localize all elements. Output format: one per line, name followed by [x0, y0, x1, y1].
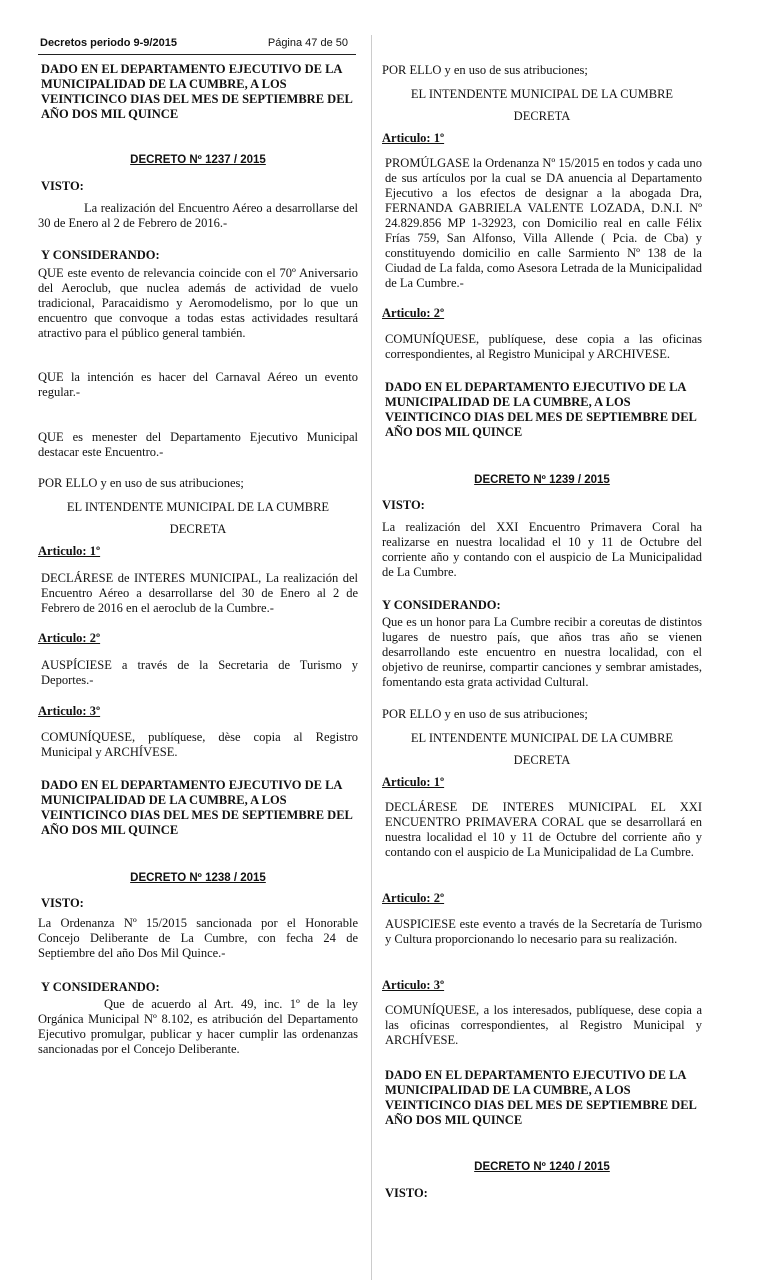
decreta-heading: DECRETA	[513, 753, 571, 767]
por-ello-text: POR ELLO y en uso de sus atribuciones;	[38, 476, 244, 490]
por-ello-text: POR ELLO y en uso de sus atribuciones;	[382, 63, 588, 77]
header-title: Decretos periodo 9-9/2015	[40, 37, 177, 49]
dado-block: DADO EN EL DEPARTAMENTO EJECUTIVO DE LA MUNICIPALIDAD DE LA CUMBRE, A LOS VEINTICINCO DIAS DEL MES DE SEPTIEMBRE DEL AÑO DOS MIL QUINCE	[41, 62, 353, 121]
left-column	[38, 0, 358, 1280]
intendente-heading: EL INTENDENTE MUNICIPAL DE LA CUMBRE	[66, 500, 330, 514]
article-text: COMUNÍQUESE, a los interesados, publíquese, dese copia a las oficinas correspondientes, al Registro Municipal y ARCHÍVESE.	[385, 1003, 702, 1047]
considerando-heading: Y CONSIDERANDO:	[41, 248, 160, 262]
considerando-heading: Y CONSIDERANDO:	[41, 980, 160, 994]
decreta-heading: DECRETA	[513, 109, 571, 123]
considerando-paragraph: QUE la intención es hacer del Carnaval Aéreo un evento regular.-	[38, 370, 358, 399]
article-text: AUSPÍCIESE a través de la Secretaria de Turismo y Deportes.-	[41, 658, 358, 687]
article-text: AUSPICIESE este evento a través de la Secretaría de Turismo y Cultura proporcionando lo necesario para su realización.	[385, 917, 702, 946]
article-heading: Articulo: 2º	[382, 306, 445, 320]
article-text: DECLÁRESE de INTERES MUNICIPAL, La realización del Encuentro Aéreo a desarrollarse del 30 de Enero al 2 de Febrero de 2016 en el aeroclub de la Cumbre.-	[41, 571, 358, 615]
visto-text: La realización del Encuentro Aéreo a desarrollarse del 30 de Enero al 2 de Febrero de 2016.-	[38, 201, 358, 230]
article-heading: Articulo: 3º	[382, 978, 445, 992]
article-heading: Articulo: 3º	[38, 704, 101, 718]
header-page-number: Página 47 de 50	[267, 37, 348, 49]
article-text: COMUNÍQUESE, publíquese, dèse copia al Registro Municipal y ARCHÍVESE.	[41, 730, 358, 759]
article-text: COMUNÍQUESE, publíquese, dese copia a las oficinas correspondientes, al Registro Municipal y ARCHIVESE.	[385, 332, 702, 361]
intendente-heading: EL INTENDENTE MUNICIPAL DE LA CUMBRE	[410, 87, 674, 101]
considerando-paragraph: QUE es menester del Departamento Ejecutivo Municipal destacar este Encuentro.-	[38, 430, 358, 459]
article-heading: Articulo: 1º	[382, 131, 445, 145]
article-heading: Articulo: 2º	[382, 891, 445, 905]
considerando-paragraph: Que es un honor para La Cumbre recibir a coreutas de distintos lugares de nuestro país, que años tras año se vienen desarrollando este encuentro en nuestra localidad, con el objetivo de reunirse, compartir canciones y sembrar amistades, fomentando esta grata actividad Cultural.	[382, 615, 702, 689]
right-column	[382, 0, 702, 1280]
visto-heading: VISTO:	[41, 179, 84, 193]
decree-title-1240: DECRETO Nº 1240 / 2015	[474, 1161, 610, 1173]
considerando-paragraph: Que de acuerdo al Art. 49, inc. 1º de la ley Orgánica Municipal Nº 8.102, es atribución del Departamento Ejecutivo promulgar, publicar y hacer cumplir las ordenanzas sancionadas por el Concejo Deliberante.	[38, 997, 358, 1056]
visto-text: La Ordenanza Nº 15/2015 sancionada por el Honorable Concejo Deliberante de La Cumbre, con fecha 24 de Septiembre del año Dos Mil Quince.-	[38, 916, 358, 960]
article-heading: Articulo: 2º	[38, 631, 101, 645]
decree-title-1238: DECRETO Nº 1238 / 2015	[130, 872, 266, 884]
article-heading: Articulo: 1º	[38, 544, 101, 558]
article-heading: Articulo: 1º	[382, 775, 445, 789]
intendente-heading: EL INTENDENTE MUNICIPAL DE LA CUMBRE	[410, 731, 674, 745]
article-text: PROMÚLGASE la Ordenanza Nº 15/2015 en todos y cada uno de sus artículos por la cual se DA anuencia al Departamento Ejecutivo a los efectos de designar a la abogada Dra, FERNANDA GABRIELA VALENTE LOZADA, D.N.I. Nº 24.829.856 MP 1-32923, con Domicilio real en calle Félix Frías 759, San Alfonso, Villa Allende ( Pcia. de Cba) y constituyendo domicilio en calle Sarmiento Nº 138 de la Ciudad de La falda, como Asesora Letrada de la Municipalidad de La Cumbre.-	[385, 156, 702, 290]
column-divider	[371, 35, 372, 1280]
article-text: DECLÁRESE DE INTERES MUNICIPAL EL XXI ENCUENTRO PRIMAVERA CORAL que se desarrollará en nuestra localidad el 10 y 11 de Octubre del corriente año y contando con el auspicio de La Municipalidad de La Cumbre.	[385, 800, 702, 859]
decree-title-1239: DECRETO Nº 1239 / 2015	[474, 474, 610, 486]
considerando-heading: Y CONSIDERANDO:	[382, 598, 501, 612]
dado-block: DADO EN EL DEPARTAMENTO EJECUTIVO DE LA MUNICIPALIDAD DE LA CUMBRE, A LOS VEINTICINCO DIAS DEL MES DE SEPTIEMBRE DEL AÑO DOS MIL QUINCE	[41, 778, 353, 837]
dado-block: DADO EN EL DEPARTAMENTO EJECUTIVO DE LA MUNICIPALIDAD DE LA CUMBRE, A LOS VEINTICINCO DIAS DEL MES DE SEPTIEMBRE DEL AÑO DOS MIL QUINCE	[385, 380, 697, 439]
decreta-heading: DECRETA	[169, 522, 227, 536]
visto-text: La realización del XXI Encuentro Primavera Coral ha realizarse en nuestra localidad el 10 y 11 de Octubre del corriente año y contando con el auspicio de La Municipalidad de La Cumbre.	[382, 520, 702, 579]
por-ello-text: POR ELLO y en uso de sus atribuciones;	[382, 707, 588, 721]
visto-heading: VISTO:	[382, 498, 425, 512]
visto-heading: VISTO:	[41, 896, 84, 910]
visto-heading: VISTO:	[385, 1186, 428, 1200]
dado-block: DADO EN EL DEPARTAMENTO EJECUTIVO DE LA MUNICIPALIDAD DE LA CUMBRE, A LOS VEINTICINCO DIAS DEL MES DE SEPTIEMBRE DEL AÑO DOS MIL QUINCE	[385, 1068, 697, 1127]
decree-title-1237: DECRETO Nº 1237 / 2015	[130, 154, 266, 166]
considerando-paragraph: QUE este evento de relevancia coincide con el 70º Aniversario del Aeroclub, que nuclea además de actividad de vuelo tradicional, Paracaidismo y Aeromodelismo, por lo que un encuentro que convoque a todas estas actividades resultará atractivo para el público general también.	[38, 266, 358, 340]
